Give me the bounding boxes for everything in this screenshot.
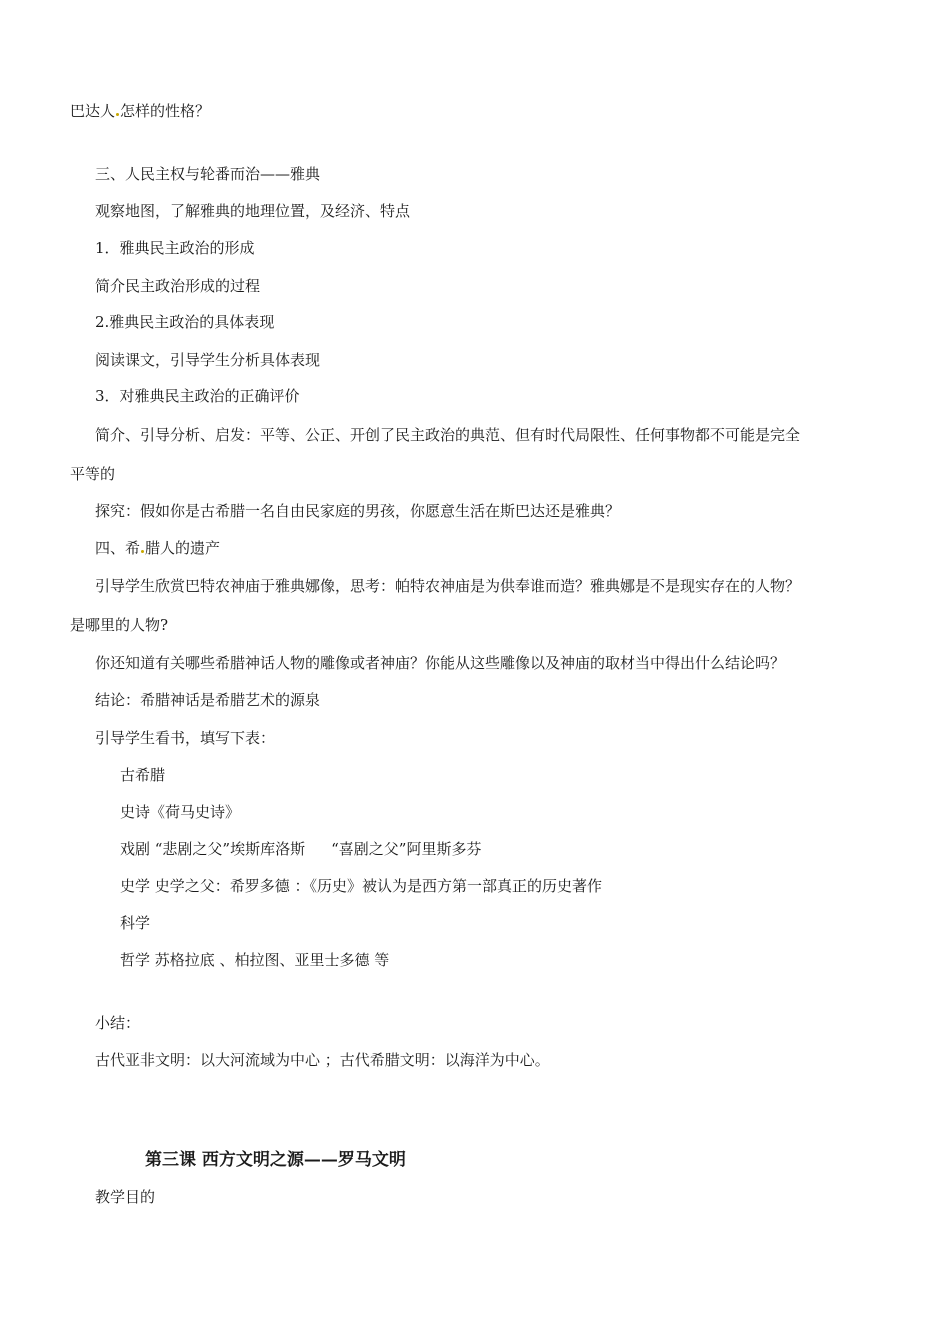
list-item: 史学 史学之父：希罗多德 ：《历史》被认为是西方第一部真正的历史著作 — [120, 877, 603, 895]
text-segment: 巴达人 — [70, 102, 116, 120]
text-line: 探究：假如你是古希腊一名自由民家庭的男孩，你愿意生活在斯巴达还是雅典？ — [95, 502, 621, 520]
text-line — [70, 101, 210, 121]
subheading: 1．雅典民主政治的形成 — [95, 239, 255, 257]
text-segment: “喜剧之父”阿里斯多芬 — [331, 840, 482, 858]
text-line: 观察地图，了解雅典的地理位置，及经济、特点 — [95, 202, 411, 220]
list-item: 史诗《荷马史诗》 — [120, 803, 241, 821]
text-line: 引导学生欣赏巴特农神庙于雅典娜像，思考：帕特农神庙是为供奉谁而造？雅典娜是不是现实存在的人物？ — [95, 577, 801, 595]
text-segment: 腊人的遗产 — [145, 539, 221, 557]
list-item — [120, 839, 481, 859]
lesson-title: 第三课 西方文明之源——罗马文明 — [145, 1150, 406, 1170]
text-line: 结论：希腊神话是希腊艺术的源泉 — [95, 691, 321, 709]
text-line: 简介、引导分析、启发：平等、公正、开创了民主政治的典范、但有时代局限性、任何事物都不可能是完全 — [95, 426, 801, 444]
list-item: 科学 — [120, 914, 151, 932]
text-line: 平等的 — [70, 465, 116, 483]
text-line: 阅读课文，引导学生分析具体表现 — [95, 351, 321, 369]
text-segment: 戏剧 “悲剧之父”埃斯库洛斯 — [120, 840, 306, 858]
list-item: 哲学 苏格拉底 、柏拉图、亚里士多德 等 — [120, 951, 390, 969]
text-line: 你还知道有关哪些希腊神话人物的雕像或者神庙？你能从这些雕像以及神庙的取材当中得出什么结论吗？ — [95, 654, 786, 672]
annotation-mark — [141, 550, 144, 553]
text-line: 小结： — [95, 1014, 141, 1032]
text-line: 引导学生看书，填写下表： — [95, 729, 276, 747]
text-segment: 四、希 — [95, 539, 141, 557]
text-line: 教学目的 — [95, 1188, 156, 1206]
subheading: 2.雅典民主政治的具体表现 — [95, 313, 275, 331]
annotation-mark — [116, 113, 119, 116]
list-item: 古希腊 — [120, 766, 166, 784]
section-heading: 三、人民主权与轮番而治——雅典 — [95, 165, 321, 183]
text-segment: 怎样的性格？ — [120, 102, 211, 120]
subheading: 3．对雅典民主政治的正确评价 — [95, 387, 300, 405]
text-line: 古代亚非文明：以大河流域为中心 ；古代希腊文明：以海洋为中心。 — [95, 1051, 550, 1069]
section-heading — [95, 538, 220, 558]
text-line: 是哪里的人物? — [70, 616, 169, 634]
text-line: 简介民主政治形成的过程 — [95, 277, 261, 295]
